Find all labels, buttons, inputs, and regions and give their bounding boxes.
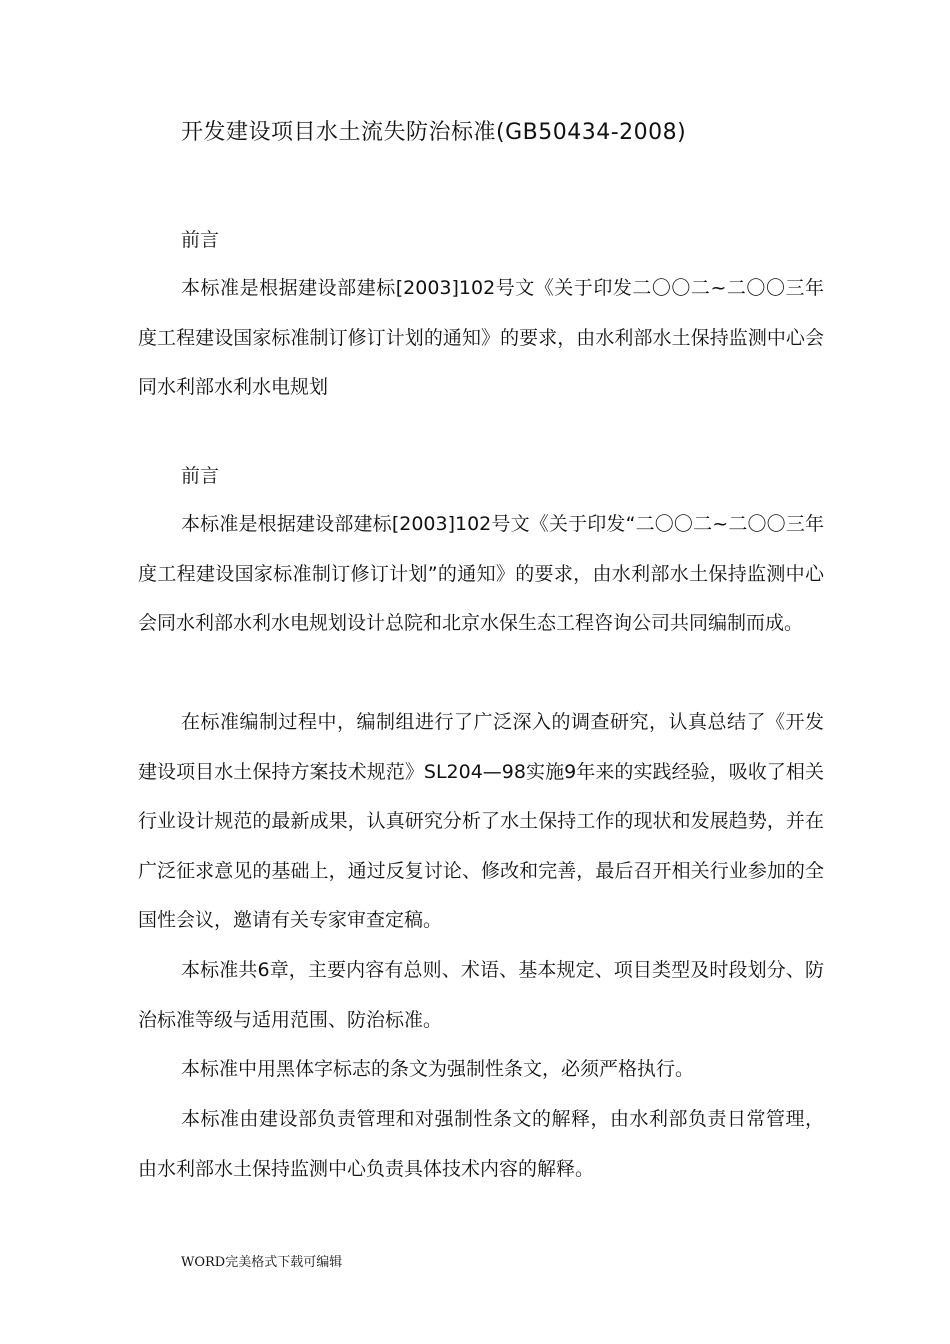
section2-paragraph-1: 本标准是根据建设部建标[2003]102号文《关于印发“二〇〇二~二〇〇三年度工程建设国家标准制订修订计划”的通知》的要求，由水利部水土保持监测中心会同水利部水利水电规划设计总院和北京水保生态工程咨询公司共同编制而成。	[138, 513, 824, 634]
section2-paragraph-5: 本标准由建设部负责管理和对强制性条文的解释，由水利部负责日常管理，由水利部水土保持监测中心负责具体技术内容的解释。	[138, 1108, 824, 1180]
section2-heading: 前言	[181, 465, 220, 487]
section2-paragraph-3: 本标准共6章，主要内容有总则、术语、基本规定、项目类型及时段划分、防治标准等级与适用范围、防治标准。	[138, 959, 824, 1031]
document-title: 开发建设项目水土流失防治标准(GB50434-2008)	[181, 120, 687, 145]
section2-paragraph-2: 在标准编制过程中，编制组进行了广泛深入的调查研究，认真总结了《开发建设项目水土保持方案技术规范》SL204—98实施9年来的实践经验，吸收了相关行业设计规范的最新成果，认真研究分析了水土保持工作的现状和发展趋势，并在广泛征求意见的基础上，通过反复讨论、修改和完善，最后召开相关行业参加的全国性会议，邀请有关专家审查定稿。	[138, 711, 824, 931]
section1-heading: 前言	[181, 229, 220, 251]
section1-paragraph-1: 本标准是根据建设部建标[2003]102号文《关于印发二〇〇二~二〇〇三年度工程建设国家标准制订修订计划的通知》的要求，由水利部水土保持监测中心会同水利部水利水电规划	[138, 277, 824, 398]
section2-paragraph-4: 本标准中用黑体字标志的条文为强制性条文，必须严格执行。	[181, 1058, 695, 1080]
page-footer: WORD完美格式下载可编辑	[181, 1255, 343, 1270]
